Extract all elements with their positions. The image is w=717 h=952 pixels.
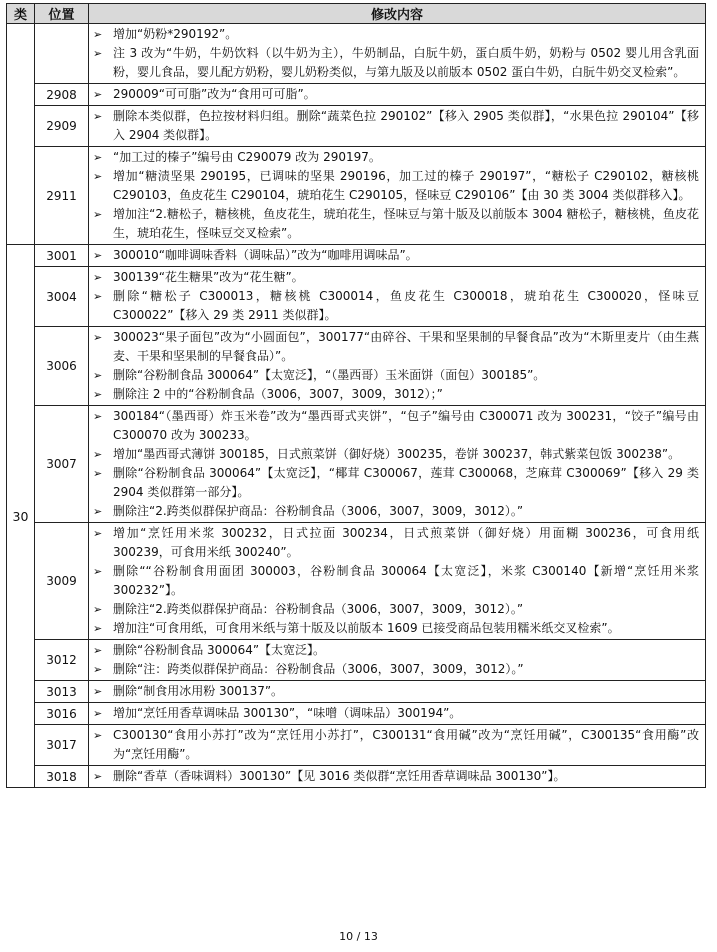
change-entry xyxy=(93,562,699,600)
change-entry xyxy=(93,767,699,786)
arrow-bullet-icon: ➢ xyxy=(93,467,103,480)
entry-text: 删除““谷粉制食用面团 300003，谷粉制食品 300064【太宽泛】，米浆 C300140【新增“烹饪用米浆 300232”】。 xyxy=(113,564,699,597)
arrow-bullet-icon: ➢ xyxy=(93,388,103,401)
arrow-bullet-icon: ➢ xyxy=(93,685,103,698)
change-entry xyxy=(93,619,699,638)
entry-text: 增加“烹饪用米浆 300232，日式拉面 300234，日式煎菜饼（御好烧）用面糊 300236，可食用纸 300239，可食用米纸 300240”。 xyxy=(113,526,699,559)
change-entry xyxy=(93,85,699,104)
table-row xyxy=(7,245,706,267)
arrow-bullet-icon: ➢ xyxy=(93,28,103,41)
content-cell xyxy=(89,245,706,267)
change-entry xyxy=(93,107,699,145)
entry-text: 删除本类似群，色拉按材料归组。删除“蔬菜色拉 290102”【移入 2905 类似群】，“水果色拉 290104”【移入 2904 类似群】。 xyxy=(113,109,699,142)
entry-text: 290009“可可脂”改为“食用可可脂”。 xyxy=(113,87,316,101)
arrow-bullet-icon: ➢ xyxy=(93,622,103,635)
content-cell xyxy=(89,406,706,523)
change-entry xyxy=(93,502,699,521)
entry-text: 删除“谷粉制食品 300064”【太宽泛】，“椰茸 C300067，莲茸 C300068，芝麻茸 C300069”【移入 29 类 2904 类似群第一部分】。 xyxy=(113,466,699,499)
page-number: 10 / 13 xyxy=(339,930,378,943)
change-entry xyxy=(93,246,699,265)
content-cell xyxy=(89,640,706,681)
change-entry xyxy=(93,445,699,464)
content-cell xyxy=(89,681,706,703)
content-cell xyxy=(89,703,706,725)
position-cell: 2909 xyxy=(35,106,89,147)
entry-text: 300139“花生糖果”改为“花生糖”。 xyxy=(113,270,304,284)
position-cell: 3009 xyxy=(35,523,89,640)
entry-text: “加工过的榛子”编号由 C290079 改为 290197。 xyxy=(113,150,381,164)
change-entry xyxy=(93,268,699,287)
table-row xyxy=(7,681,706,703)
content-cell xyxy=(89,267,706,327)
change-entry xyxy=(93,600,699,619)
table-row xyxy=(7,147,706,245)
entry-text: 300023“果子面包”改为“小圆面包”，300177“由碎谷、干果和坚果制的早餐食品”改为“木斯里麦片（由生燕麦、干果和坚果制的早餐食品）”。 xyxy=(113,330,699,363)
table-row xyxy=(7,84,706,106)
arrow-bullet-icon: ➢ xyxy=(93,290,103,303)
arrow-bullet-icon: ➢ xyxy=(93,151,103,164)
entry-text: 增加注“2.糖松子，糖核桃，鱼皮花生，琥珀花生，怪味豆与第十版及以前版本 3004 糖松子，糖核桃，鱼皮花生，琥珀花生，怪味豆交叉检索”。 xyxy=(113,207,699,240)
position-cell: 3006 xyxy=(35,327,89,406)
arrow-bullet-icon: ➢ xyxy=(93,707,103,720)
position-cell: 2908 xyxy=(35,84,89,106)
table-row xyxy=(7,766,706,788)
position-cell: 3016 xyxy=(35,703,89,725)
content-cell xyxy=(89,106,706,147)
header-category: 类 xyxy=(7,4,35,24)
arrow-bullet-icon: ➢ xyxy=(93,208,103,221)
change-entry xyxy=(93,726,699,764)
table-row xyxy=(7,327,706,406)
entry-text: 删除“香草（香味调料）300130”【见 3016 类似群“烹饪用香草调味品 300130”】。 xyxy=(113,769,566,783)
change-entry xyxy=(93,366,699,385)
content-cell xyxy=(89,84,706,106)
position-cell: 3007 xyxy=(35,406,89,523)
change-entry xyxy=(93,167,699,205)
table-row xyxy=(7,640,706,681)
entry-text: 删除注“2.跨类似群保护商品：谷粉制食品（3006，3007，3009，3012）。” xyxy=(113,602,524,616)
entry-text: 注 3 改为“牛奶，牛奶饮料（以牛奶为主），牛奶制品，白朊牛奶，蛋白质牛奶，奶粉与 0502 婴儿用含乳面粉，婴儿食品，婴儿配方奶粉，婴儿奶粉类似，与第九版及以前版本 0502 蛋白牛奶，白朊牛奶交叉检索”。 xyxy=(113,46,699,79)
entry-text: 增加注“可食用纸，可食用米纸与第十版及以前版本 1609 已接受商品包装用糯米纸交叉检索”。 xyxy=(113,621,620,635)
change-entry xyxy=(93,641,699,660)
category-cell: 30 xyxy=(7,245,35,788)
change-entry xyxy=(93,524,699,562)
arrow-bullet-icon: ➢ xyxy=(93,331,103,344)
entry-text: 增加“奶粉*290192”。 xyxy=(113,27,238,41)
change-entry xyxy=(93,25,699,44)
change-entry xyxy=(93,660,699,679)
arrow-bullet-icon: ➢ xyxy=(93,170,103,183)
header-content: 修改内容 xyxy=(89,4,706,24)
position-cell xyxy=(35,24,89,84)
change-entry xyxy=(93,328,699,366)
position-cell: 3004 xyxy=(35,267,89,327)
change-entry xyxy=(93,148,699,167)
entry-text: 300184“（墨西哥）炸玉米卷”改为“墨西哥式夹饼”，“包子”编号由 C300071 改为 300231，“饺子”编号由 C300070 改为 300233。 xyxy=(113,409,699,442)
content-cell xyxy=(89,147,706,245)
position-cell: 3012 xyxy=(35,640,89,681)
arrow-bullet-icon: ➢ xyxy=(93,47,103,60)
change-entry xyxy=(93,385,699,404)
content-cell xyxy=(89,327,706,406)
arrow-bullet-icon: ➢ xyxy=(93,88,103,101)
category-cell xyxy=(7,24,35,245)
table-row xyxy=(7,24,706,84)
arrow-bullet-icon: ➢ xyxy=(93,249,103,262)
table-row xyxy=(7,725,706,766)
entry-text: 300010“咖啡调味香料（调味品）”改为“咖啡用调味品”。 xyxy=(113,248,418,262)
arrow-bullet-icon: ➢ xyxy=(93,770,103,783)
entry-text: 删除注 2 中的“谷粉制食品（3006，3007，3009，3012）；” xyxy=(113,387,443,401)
entry-text: 删除“谷粉制食品 300064”【太宽泛】。 xyxy=(113,643,326,657)
entry-text: 删除注“2.跨类似群保护商品：谷粉制食品（3006，3007，3009，3012）。” xyxy=(113,504,524,518)
arrow-bullet-icon: ➢ xyxy=(93,271,103,284)
entry-text: C300130“食用小苏打”改为“烹饪用小苏打”，C300131“食用碱”改为“烹饪用碱”，C300135“食用酶”改为“烹饪用酶”。 xyxy=(113,728,699,761)
change-entry xyxy=(93,44,699,82)
entry-text: 删除“注：跨类似群保护商品：谷粉制食品（3006，3007，3009，3012）。” xyxy=(113,662,524,676)
table-header-row xyxy=(7,4,706,24)
change-entry xyxy=(93,704,699,723)
entry-text: 增加“墨西哥式薄饼 300185，日式煎菜饼（御好烧）300235，卷饼 300237，韩式紫菜包饭 300238”。 xyxy=(113,447,681,461)
header-position: 位置 xyxy=(35,4,89,24)
arrow-bullet-icon: ➢ xyxy=(93,505,103,518)
table-row xyxy=(7,267,706,327)
table-row xyxy=(7,106,706,147)
arrow-bullet-icon: ➢ xyxy=(93,565,103,578)
content-cell xyxy=(89,523,706,640)
change-entry xyxy=(93,407,699,445)
arrow-bullet-icon: ➢ xyxy=(93,644,103,657)
position-cell: 3017 xyxy=(35,725,89,766)
arrow-bullet-icon: ➢ xyxy=(93,527,103,540)
table-row xyxy=(7,703,706,725)
table-body xyxy=(7,24,706,788)
content-cell xyxy=(89,24,706,84)
arrow-bullet-icon: ➢ xyxy=(93,603,103,616)
content-cell xyxy=(89,766,706,788)
change-entry xyxy=(93,464,699,502)
position-cell: 3013 xyxy=(35,681,89,703)
position-cell: 2911 xyxy=(35,147,89,245)
position-cell: 3001 xyxy=(35,245,89,267)
change-entry xyxy=(93,682,699,701)
arrow-bullet-icon: ➢ xyxy=(93,369,103,382)
entry-text: 增加“糖渍坚果 290195，已调味的坚果 290196，加工过的榛子 290197”，“糖松子 C290102，糖核桃 C290103，鱼皮花生 C290104，琥珀花生 C290105，怪味豆 C290106”【由 30 类 3004 类似群移入】。 xyxy=(113,169,699,202)
position-cell: 3018 xyxy=(35,766,89,788)
change-entry xyxy=(93,205,699,243)
arrow-bullet-icon: ➢ xyxy=(93,729,103,742)
entry-text: 删除“谷粉制食品 300064”【太宽泛】，“（墨西哥）玉米面饼（面包）300185”。 xyxy=(113,368,546,382)
table-row xyxy=(7,523,706,640)
entry-text: 增加“烹饪用香草调味品 300130”，“味噌（调味品）300194”。 xyxy=(113,706,462,720)
table-row xyxy=(7,406,706,523)
content-cell xyxy=(89,725,706,766)
arrow-bullet-icon: ➢ xyxy=(93,663,103,676)
entry-text: 删除“制食用冰用粉 300137”。 xyxy=(113,684,284,698)
arrow-bullet-icon: ➢ xyxy=(93,110,103,123)
arrow-bullet-icon: ➢ xyxy=(93,448,103,461)
amendment-table xyxy=(6,3,706,788)
change-entry xyxy=(93,287,699,325)
arrow-bullet-icon: ➢ xyxy=(93,410,103,423)
entry-text: 删除“糖松子 C300013，糖核桃 C300014，鱼皮花生 C300018，琥珀花生 C300020，怪味豆 C300022”【移入 29 类 2911 类似群】。 xyxy=(113,289,699,322)
